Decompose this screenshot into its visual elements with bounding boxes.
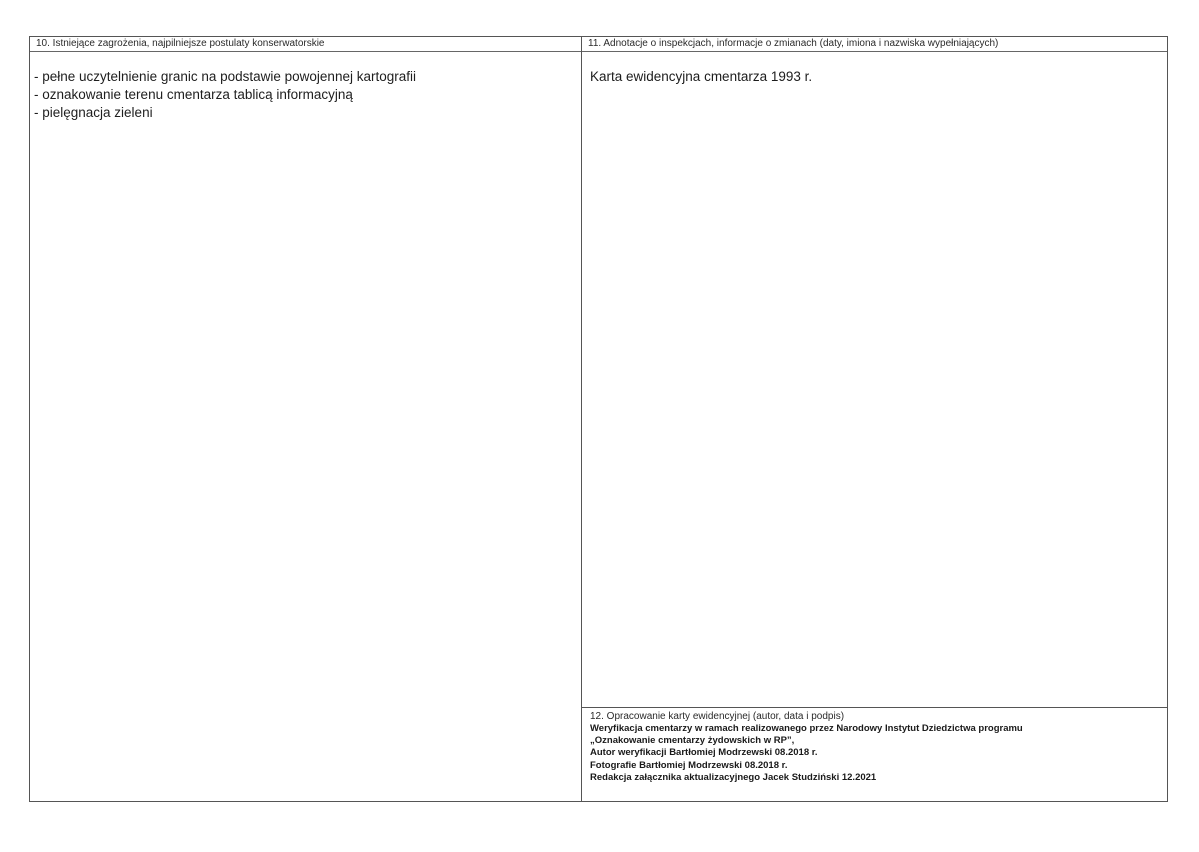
authorship-line: Autor weryfikacji Bartłomiej Modrzewski 08.2018 r. [590,747,818,759]
authorship-line: Weryfikacja cmentarzy w ramach realizowanego przez Narodowy Instytut Dziedzictwa programu [590,723,1023,734]
authorship-line: Fotografie Bartłomiej Modrzewski 08.2018 r. [590,759,788,771]
authorship-line: „Oznakowanie cmentarzy żydowskich w RP”, [590,735,795,747]
annotation-text: Karta ewidencyjna cmentarza 1993 r. [590,69,813,84]
section-10-heading: 10. Istniejące zagrożenia, najpilniejsze postulaty konserwatorskie [30,37,581,52]
record-card-form [29,36,1168,802]
section-11-annotations [582,37,1167,801]
section-11-heading: 11. Adnotacje o inspekcjach, informacje o zmianach (daty, imiona i nazwiska wypełniających) [582,37,1167,52]
section-12-authorship [582,707,1167,801]
conservation-postulates-list [34,68,416,122]
section-10-threats [30,37,582,801]
section-12-heading: 12. Opracowanie karty ewidencyjnej (autor, data i podpis) [590,711,845,722]
list-item: - pełne uczytelnienie granic na podstawie powojennej kartografii [34,69,416,84]
authorship-line: Redakcja załącznika aktualizacyjnego Jacek Studziński 12.2021 [590,771,877,783]
list-item: - pielęgnacja zieleni [34,105,153,120]
list-item: - oznakowanie terenu cmentarza tablicą informacyjną [34,87,353,102]
authorship-lines [590,723,1023,784]
